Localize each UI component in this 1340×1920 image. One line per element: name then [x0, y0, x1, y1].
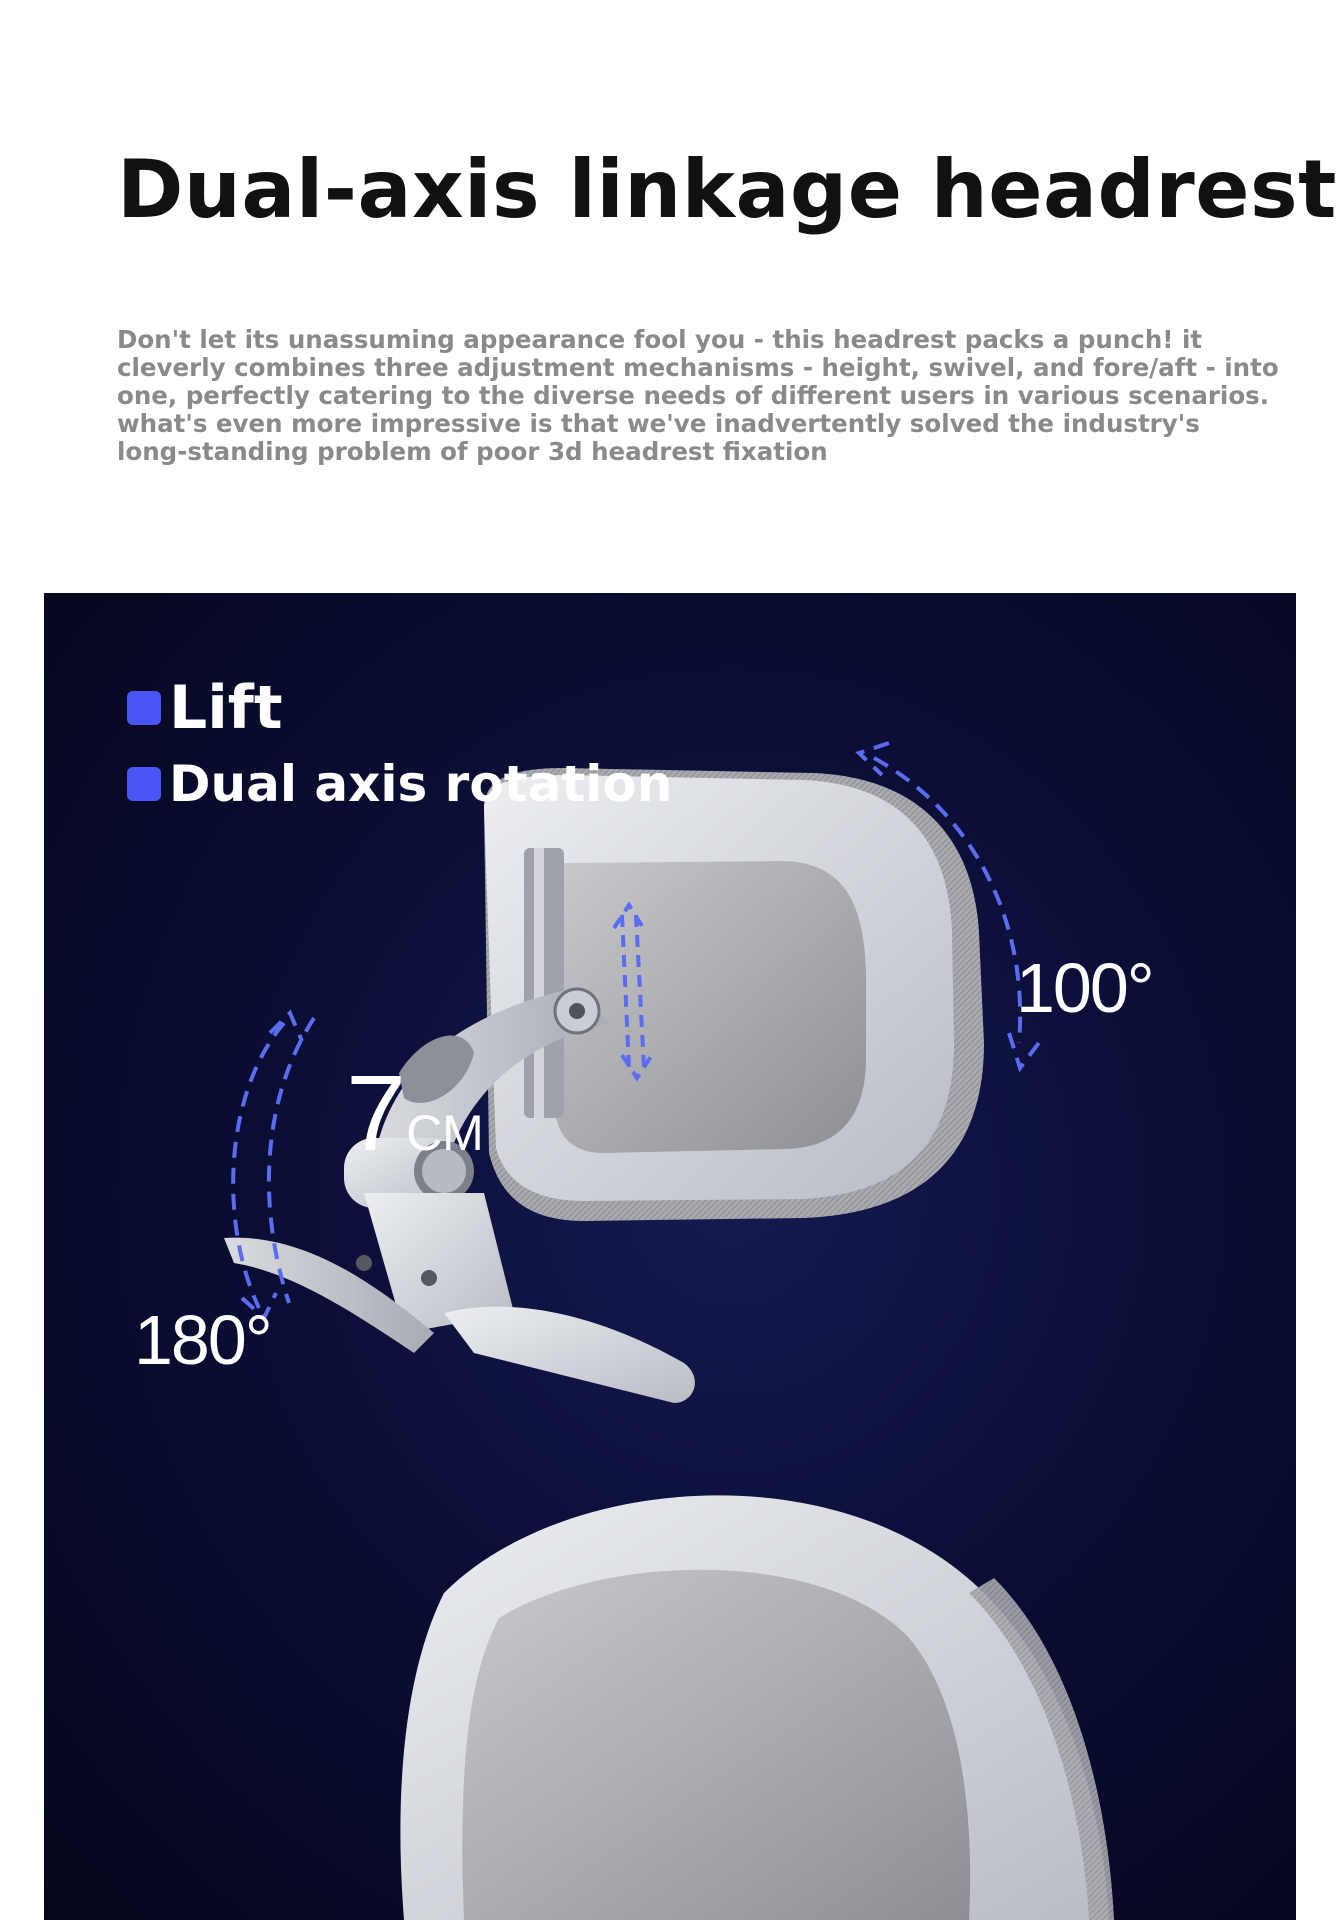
blue-square-bullet-icon: [127, 767, 161, 801]
blue-square-bullet-icon: [127, 691, 161, 725]
description-line: what's even more impressive is that we've inadvertently solved the industry's: [117, 409, 1200, 438]
page-title: Dual-axis linkage headrest: [117, 143, 1337, 236]
feature-dual-axis-rotation: [127, 755, 672, 813]
chair-back: [400, 1495, 1114, 1920]
tilt-angle-label: 100°: [1016, 949, 1153, 1027]
description-line: one, perfectly catering to the diverse needs of different users in various scenarios.: [117, 381, 1270, 410]
description: [117, 325, 1279, 466]
lift-distance-value: 7: [346, 1052, 407, 1173]
swivel-angle-label: 180°: [134, 1301, 271, 1379]
description-line: cleverly combines three adjustment mechanisms - height, swivel, and fore/aft - into: [117, 353, 1279, 382]
description-line: Don't let its unassuming appearance fool you - this headrest packs a punch! it: [117, 325, 1203, 354]
feature-label: Lift: [169, 673, 283, 743]
lift-distance-unit: CM: [406, 1105, 484, 1161]
product-image-panel: [44, 593, 1296, 1920]
feature-label: Dual axis rotation: [169, 755, 673, 813]
feature-lift: [127, 673, 283, 743]
description-line: long-standing problem of poor 3d headrest fixation: [117, 437, 828, 466]
lift-distance-label: [346, 1052, 484, 1173]
